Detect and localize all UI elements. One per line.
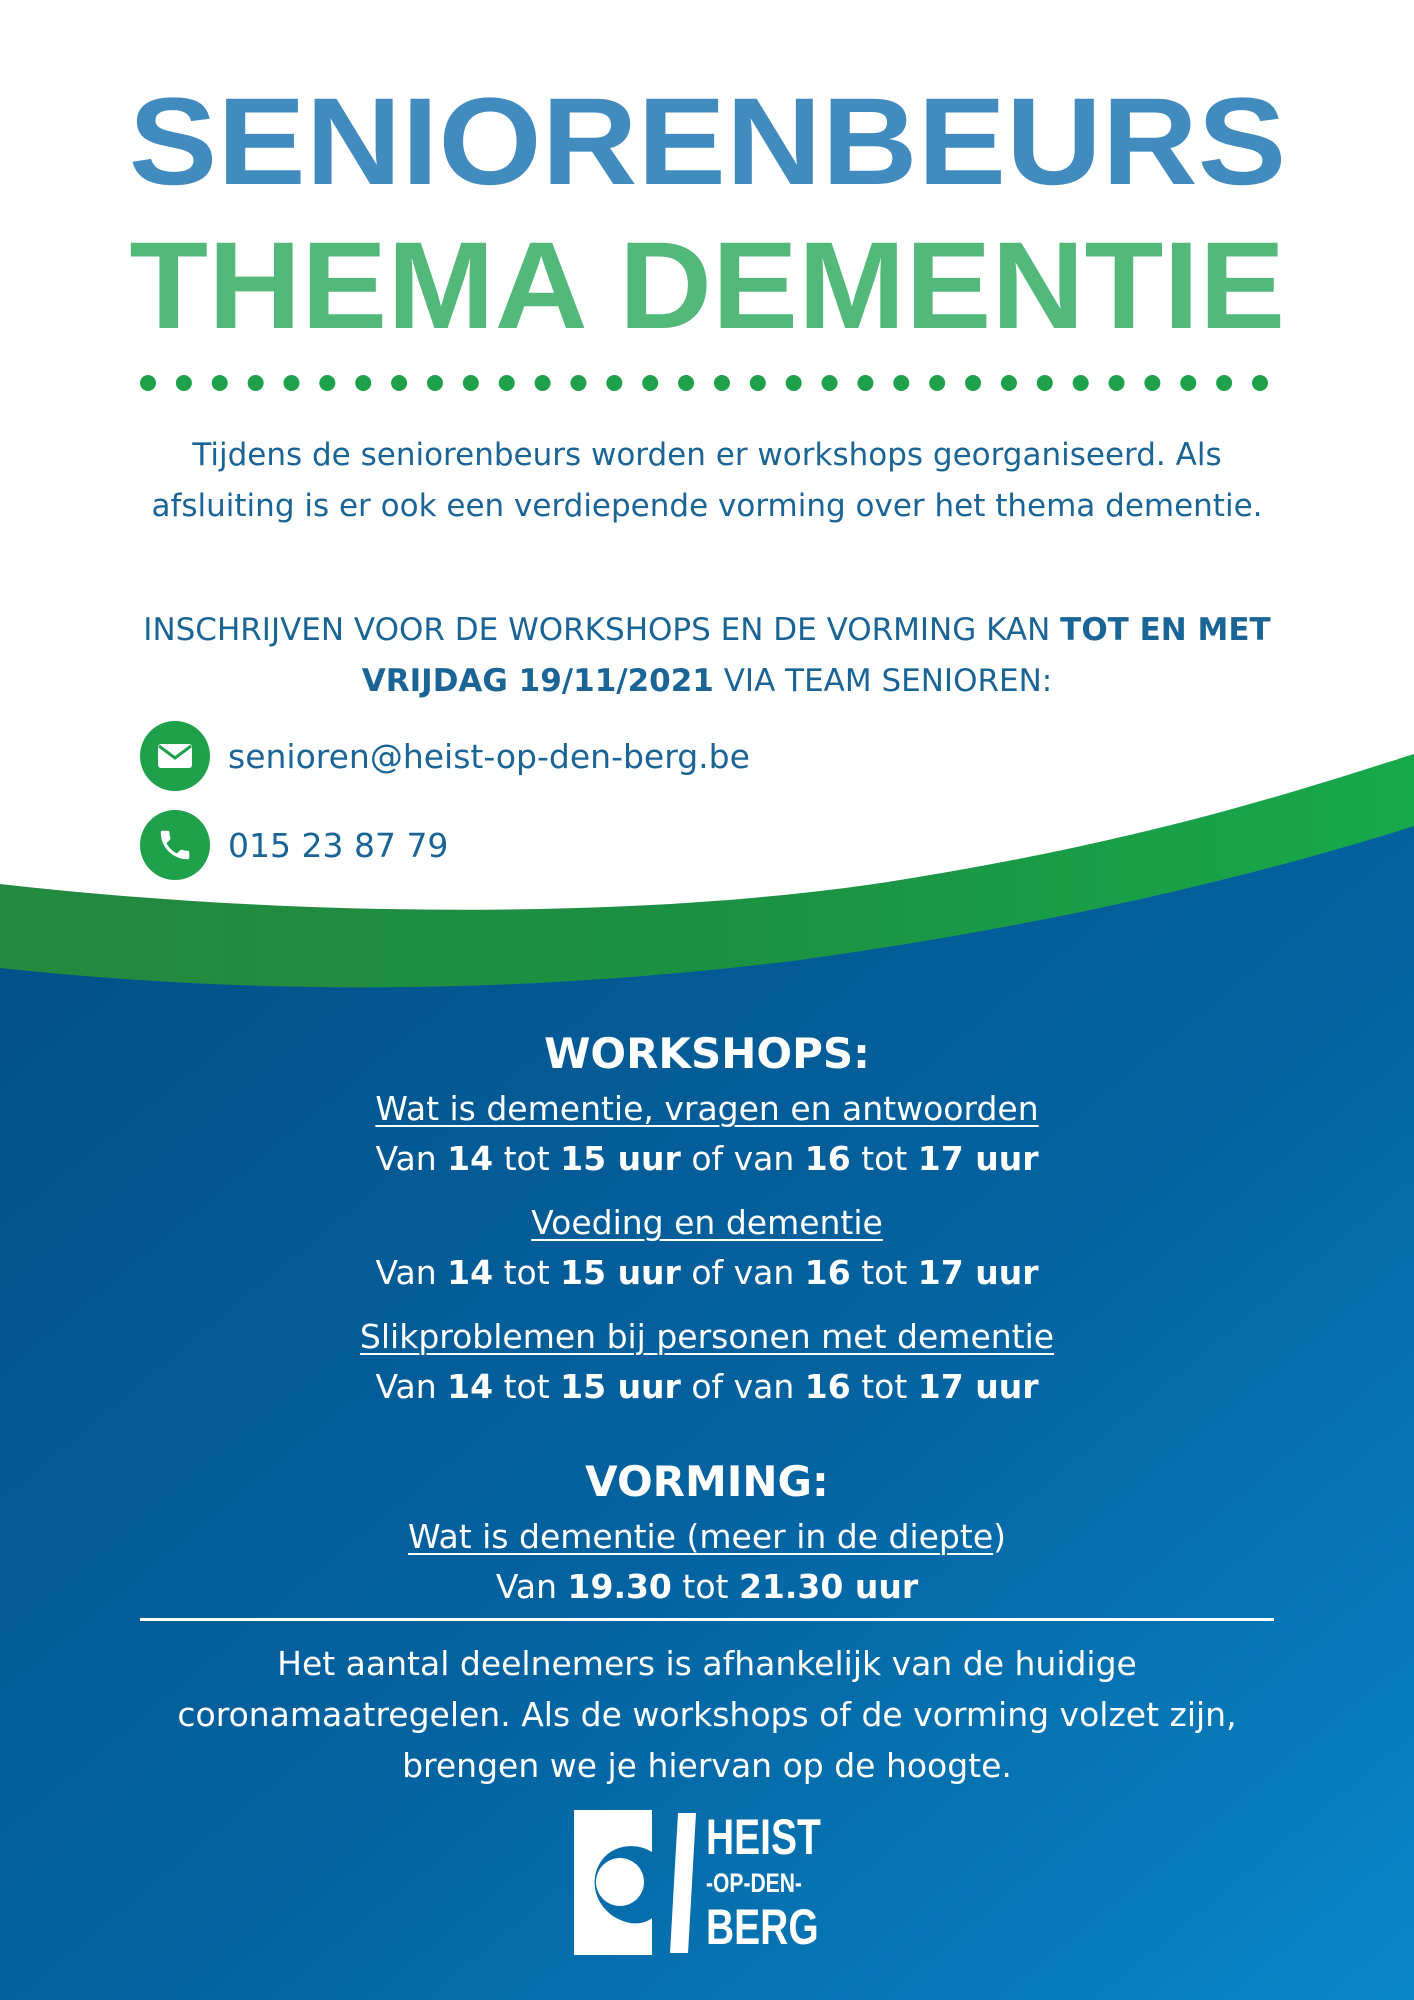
workshop-time [0,1134,1414,1184]
signup-text [90,605,1324,707]
phone-icon [140,810,210,880]
divider-dot [535,375,551,391]
intro-text: Tijdens de seniorenbeurs worden er workshops georganiseerd. Als afsluiting is er ook een verdiepende vorming over het thema dementie. [151,437,1263,524]
divider-dot [248,375,264,391]
vorming-time [0,1562,1414,1612]
divider-dot [750,375,766,391]
signup-part2: VIA TEAM SENIOREN: [713,663,1053,699]
time-text: of van [680,1367,805,1406]
workshops-heading: WORKSHOPS: [544,1029,870,1078]
heist-op-den-berg-logo [574,1810,854,1955]
divider-dot [714,375,730,391]
title-seniorenbeurs: SENIORENBEURS [128,73,1287,211]
divider-dot [319,375,335,391]
time-text: tot [493,1253,561,1292]
vorming-heading: VORMING: [585,1457,829,1506]
time-bold: 16 [804,1367,851,1406]
time-bold: 14 [447,1253,494,1292]
divider-dot [212,375,228,391]
title-thema-dementie: THEMA DEMENTIE [129,217,1286,355]
time-bold: 17 uur [917,1367,1039,1406]
logo-line-op-den: -OP-DEN- [706,1868,802,1898]
workshop-item [0,1198,1414,1298]
time-bold: 16 [804,1253,851,1292]
time-bold: 17 uur [917,1139,1039,1178]
time-bold: 14 [447,1139,494,1178]
time-bold: 16 [804,1139,851,1178]
contact-phone-number[interactable]: 015 23 87 79 [228,825,449,865]
time-bold: 17 uur [917,1253,1039,1292]
time-text: tot [850,1139,918,1178]
logo-line-berg: BERG [706,1899,819,1955]
divider-dot [1073,375,1089,391]
workshop-title: Wat is dementie, vragen en antwoorden [375,1089,1039,1128]
time-bold: 14 [447,1367,494,1406]
capacity-note: Het aantal deelnemers is afhankelijk van de huidige coronamaatregelen. Als de workshops of de vorming volzet zijn, brengen we je hiervan op de hoogte. [177,1644,1237,1785]
divider-dot [857,375,873,391]
workshop-title: Voeding en dementie [531,1203,883,1242]
workshops-section [0,1026,1414,1412]
divider-dot [822,375,838,391]
divider-dot [1180,375,1196,391]
divider-dot [786,375,802,391]
vorming-title-suffix: ) [993,1517,1006,1556]
vorming-title-row [0,1512,1414,1562]
time-bold: 15 uur [560,1253,681,1292]
time-bold: 21.30 uur [738,1567,919,1606]
divider-dot [570,375,586,391]
workshop-item [0,1312,1414,1412]
contact-phone-row [140,810,448,880]
time-text: of van [680,1139,805,1178]
workshop-time [0,1248,1414,1298]
workshop-time [0,1362,1414,1412]
vorming-title: Wat is dementie (meer in de diepte [407,1517,994,1556]
envelope-icon [140,721,210,791]
workshop-title: Slikproblemen bij personen met dementie [359,1317,1055,1356]
divider-dot [893,375,909,391]
divider-dot [1144,375,1160,391]
divider-dot [965,375,981,391]
signup-part1: INSCHRIJVEN VOOR DE WORKSHOPS EN DE VORMING KAN [143,612,1061,648]
time-bold: 15 uur [560,1139,681,1178]
time-text: Van [375,1139,448,1178]
divider-dot [1037,375,1053,391]
divider-dot [283,375,299,391]
time-text: Van [375,1253,448,1292]
divider-dot [1252,375,1268,391]
section-divider [140,1618,1274,1621]
divider-dot [1216,375,1232,391]
time-text: tot [493,1139,561,1178]
time-bold: 19.30 [567,1567,672,1606]
time-text: tot [671,1567,739,1606]
time-text: Van [375,1367,448,1406]
divider-dot [499,375,515,391]
divider-dot [391,375,407,391]
logo-line-heist: HEIST [706,1809,821,1865]
time-text: Van [495,1567,568,1606]
signup-deadline: TOT EN MET VRIJDAG 19/11/2021 [361,612,1271,699]
vorming-section [0,1454,1414,1612]
time-text: of van [680,1253,805,1292]
divider-dot [1109,375,1125,391]
divider-dot [176,375,192,391]
contact-email-link[interactable]: senioren@heist-op-den-berg.be [228,736,750,776]
time-text: tot [493,1367,561,1406]
dotted-divider [140,373,1268,393]
divider-dot [463,375,479,391]
time-text: tot [850,1367,918,1406]
time-bold: 15 uur [560,1367,681,1406]
divider-dot [678,375,694,391]
divider-dot [1001,375,1017,391]
logo-emblem-icon [574,1810,704,1955]
divider-dot [355,375,371,391]
divider-dot [606,375,622,391]
divider-dot [427,375,443,391]
divider-dot [140,375,156,391]
divider-dot [929,375,945,391]
contact-email-row [140,721,750,791]
workshop-item [0,1084,1414,1184]
divider-dot [642,375,658,391]
time-text: tot [850,1253,918,1292]
